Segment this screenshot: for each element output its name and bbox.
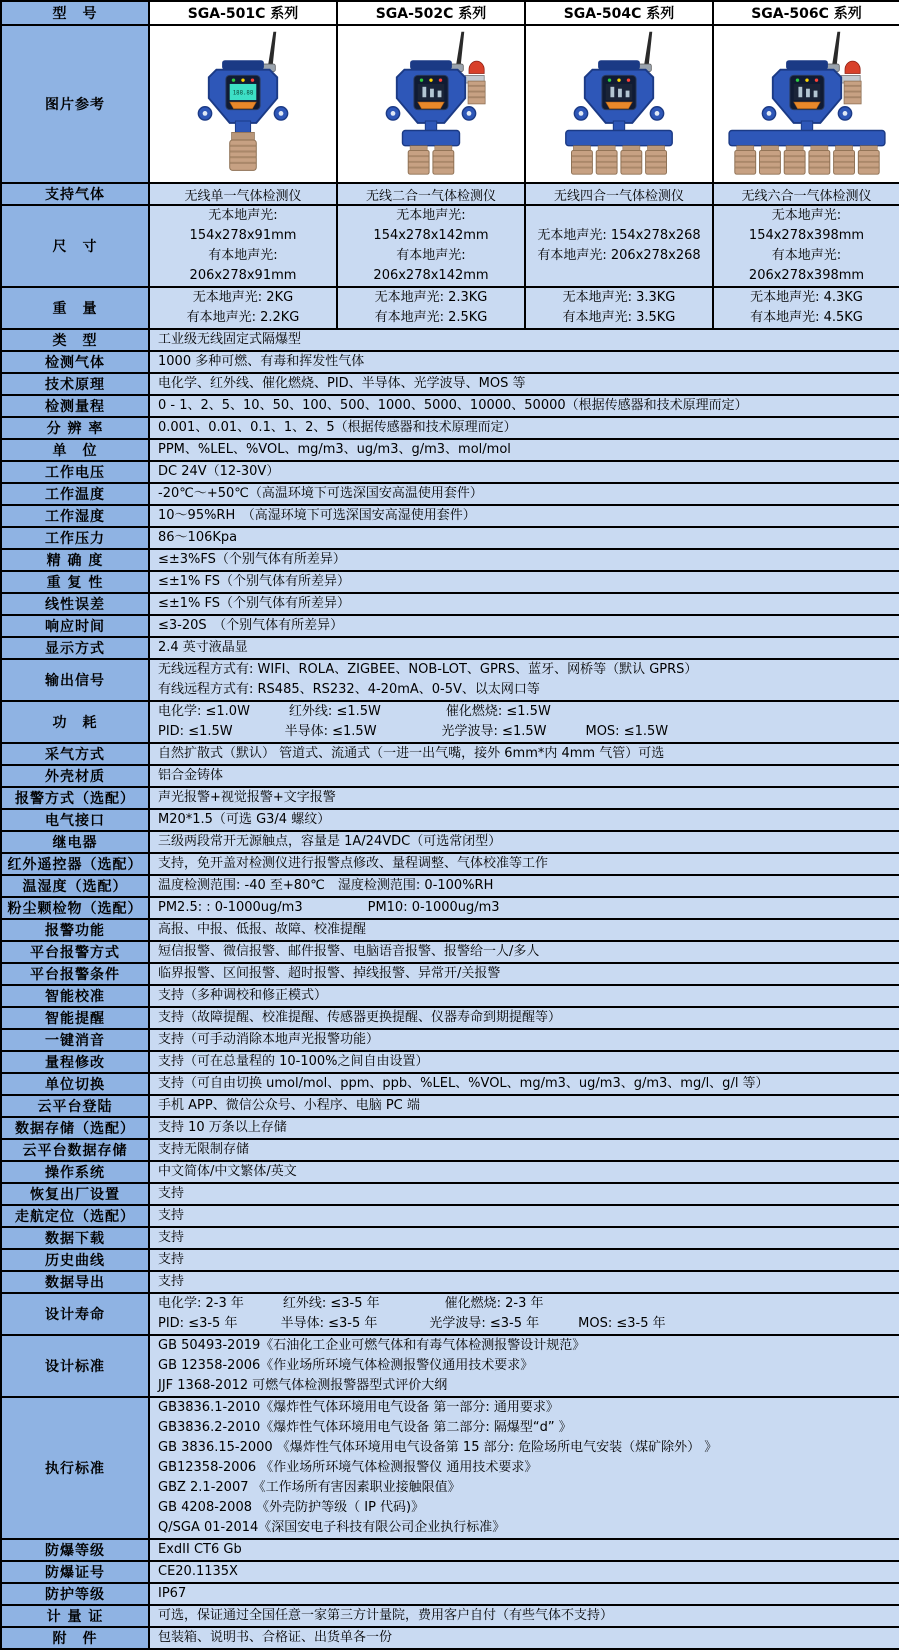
support-gas-value: 无线四合一气体检测仪 <box>525 183 713 205</box>
spec-row-value-line: 高报、中报、低报、故障、校准提醒 <box>158 922 367 937</box>
spec-row-label: 数据存储（选配） <box>1 1117 149 1139</box>
spec-row-value-line: 电化学、红外线、催化燃烧、PID、半导体、光学波导、MOS 等 <box>158 376 526 391</box>
spec-row <box>1 1335 899 1397</box>
spec-row-value-line: GB3836.2-2010《爆炸性气体环境用电气设备 第二部分: 隔爆型“d” 》 <box>158 1420 572 1435</box>
spec-row-value-line: GB12358-2006 《作业场所环境气体检测报警仪 通用技术要求》 <box>158 1460 538 1475</box>
spec-row <box>1 1183 899 1205</box>
spec-row-value <box>149 659 899 701</box>
spec-row-value <box>149 1561 899 1583</box>
spec-row-label: 工作压力 <box>1 527 149 549</box>
spec-row <box>1 787 899 809</box>
spec-row-value-line: 支持 <box>158 1274 185 1289</box>
spec-row-label: 量程修改 <box>1 1051 149 1073</box>
spec-row-value-line: ExdII CT6 Gb <box>158 1542 242 1557</box>
spec-row-label: 历史曲线 <box>1 1249 149 1271</box>
spec-row-value-line: 0 - 1、2、5、10、50、100、500、1000、5000、10000、50000（根据传感器和技术原理而定） <box>158 398 748 413</box>
support-gas-label: 支持气体 <box>1 183 149 205</box>
spec-row-label: 防爆等级 <box>1 1539 149 1561</box>
spec-row-value <box>149 439 899 461</box>
spec-row-value <box>149 1227 899 1249</box>
spec-row-value <box>149 593 899 615</box>
device-image-sga-506c <box>717 26 897 178</box>
spec-row <box>1 1029 899 1051</box>
spec-row-label: 检测量程 <box>1 395 149 417</box>
weight-line: 有本地声光: 4.5KG <box>750 310 863 325</box>
spec-row-value <box>149 875 899 897</box>
size-line: 有本地声光: 206x278x142mm <box>373 248 489 283</box>
spec-row-value-line: GBZ 2.1-2007 《工作场所有害因素职业接触限值》 <box>158 1480 461 1495</box>
spec-row-label: 采气方式 <box>1 743 149 765</box>
spec-row-value <box>149 743 899 765</box>
spec-row <box>1 831 899 853</box>
size-line: 有本地声光: 206x278x268 <box>537 248 701 263</box>
spec-row-label: 红外遥控器（选配） <box>1 853 149 875</box>
spec-row-label: 精 确 度 <box>1 549 149 571</box>
spec-row <box>1 373 899 395</box>
spec-row-value <box>149 527 899 549</box>
spec-row-value-line: JJF 1368-2012 可燃气体检测报警器型式评价大纲 <box>158 1378 448 1393</box>
spec-row-value-line: 临界报警、区间报警、超时报警、掉线报警、异常开/关报警 <box>158 966 501 981</box>
size-row <box>1 205 899 287</box>
spec-row <box>1 461 899 483</box>
spec-row-value-line: PM2.5: : 0-1000ug/m3 PM10: 0-1000ug/m3 <box>158 900 500 915</box>
spec-row <box>1 549 899 571</box>
spec-row-value-line: 可选，保证通过全国任意一家第三方计量院，费用客户自付（有些气体不支持） <box>158 1608 614 1623</box>
size-value <box>149 205 337 287</box>
spec-row-label: 报警功能 <box>1 919 149 941</box>
weight-value <box>525 287 713 329</box>
spec-row-value-line: 包装箱、说明书、合格证、出货单各一份 <box>158 1630 393 1645</box>
weight-line: 有本地声光: 2.2KG <box>186 310 300 325</box>
spec-row <box>1 1161 899 1183</box>
support-gas-value: 无线六合一气体检测仪 <box>713 183 899 205</box>
spec-row-value-line: 支持 <box>158 1230 185 1245</box>
spec-row-value <box>149 897 899 919</box>
spec-row-value <box>149 831 899 853</box>
spec-row <box>1 659 899 701</box>
model-name-sga-504c: SGA-504C 系列 <box>525 1 713 25</box>
spec-row-value <box>149 483 899 505</box>
spec-row-value-line: 有线远程方式有: RS485、RS232、4-20mA、0-5V、以太网口等 <box>158 682 540 697</box>
support-gas-row <box>1 183 899 205</box>
support-gas-value: 无线单一气体检测仪 <box>149 183 337 205</box>
spec-row-value-line: 电化学: ≤1.0W 红外线: ≤1.5W 催化燃烧: ≤1.5W <box>158 704 551 719</box>
spec-row-value-line: ≤±1% FS（个别气体有所差异） <box>158 574 351 589</box>
spec-row-value <box>149 1627 899 1649</box>
device-image-sga-501c <box>153 26 333 178</box>
spec-row <box>1 1293 899 1335</box>
spec-row <box>1 527 899 549</box>
size-line: 有本地声光: 206x278x91mm <box>189 248 297 283</box>
spec-row-value <box>149 1161 899 1183</box>
spec-row <box>1 701 899 743</box>
spec-row <box>1 593 899 615</box>
spec-row-value-line: M20*1.5（可选 G3/4 螺纹） <box>158 812 331 827</box>
spec-row-value-line: 支持（可在总量程的 10-100%之间自由设置） <box>158 1054 429 1069</box>
size-value <box>525 205 713 287</box>
spec-row <box>1 1271 899 1293</box>
spec-row <box>1 1627 899 1649</box>
spec-row-value <box>149 787 899 809</box>
spec-row-value <box>149 1183 899 1205</box>
spec-row-value-line: 支持（可自由切换 umol/mol、ppm、ppb、%LEL、%VOL、mg/m3、ug/m3、g/m3、mg/l、g/l 等） <box>158 1076 769 1091</box>
spec-row-value <box>149 615 899 637</box>
spec-row-value-line: 自然扩散式（默认） 管道式、流通式（一进一出气嘴，接外 6mm*内 4mm 气管）可选 <box>158 746 665 761</box>
model-name-sga-502c: SGA-502C 系列 <box>337 1 525 25</box>
spec-row-value <box>149 1205 899 1227</box>
spec-row <box>1 571 899 593</box>
spec-row-value-line: Q/SGA 01-2014《深国安电子科技有限公司企业执行标准》 <box>158 1520 506 1535</box>
spec-row-label: 技术原理 <box>1 373 149 395</box>
spec-row <box>1 505 899 527</box>
spec-row-value-line: 支持 <box>158 1252 185 1267</box>
size-value <box>713 205 899 287</box>
spec-row-value-line: 铝合金铸体 <box>158 768 224 783</box>
spec-row <box>1 483 899 505</box>
spec-row-value <box>149 417 899 439</box>
spec-row-value <box>149 351 899 373</box>
spec-row-value <box>149 1335 899 1397</box>
spec-row-label: 计 量 证 <box>1 1605 149 1627</box>
spec-row-label: 检测气体 <box>1 351 149 373</box>
spec-row-value-line: 10～95%RH （高湿环境下可选深国安高湿使用套件） <box>158 508 476 523</box>
spec-row-value <box>149 963 899 985</box>
image-row-label: 图片参考 <box>1 25 149 183</box>
spec-row <box>1 1205 899 1227</box>
spec-row <box>1 439 899 461</box>
image-row <box>1 25 899 183</box>
spec-row-value <box>149 1293 899 1335</box>
spec-row <box>1 351 899 373</box>
spec-row-label: 线性误差 <box>1 593 149 615</box>
spec-row-value <box>149 765 899 787</box>
spec-row-label: 设计寿命 <box>1 1293 149 1335</box>
weight-value <box>713 287 899 329</box>
spec-row-value <box>149 571 899 593</box>
weight-value <box>149 287 337 329</box>
spec-row-value-line: PID: ≤3-5 年 半导体: ≤3-5 年 光学波导: ≤3-5 年 MOS: ≤3-5 年 <box>158 1316 666 1331</box>
spec-row-value <box>149 941 899 963</box>
spec-row-label: 输出信号 <box>1 659 149 701</box>
spec-row-value <box>149 1539 899 1561</box>
size-line: 无本地声光: 154x278x142mm <box>373 208 489 243</box>
spec-row-value <box>149 701 899 743</box>
spec-row <box>1 615 899 637</box>
spec-row-value <box>149 1073 899 1095</box>
spec-row-value-line: GB 4208-2008 《外壳防护等级（ IP 代码)》 <box>158 1500 425 1515</box>
spec-row-value-line: 声光报警+视觉报警+文字报警 <box>158 790 336 805</box>
spec-row-value <box>149 1605 899 1627</box>
svg-text:188.88: 188.88 <box>232 90 254 97</box>
spec-row <box>1 743 899 765</box>
spec-row-value <box>149 1271 899 1293</box>
spec-row <box>1 985 899 1007</box>
spec-row-value-line: 支持（故障提醒、校准提醒、传感器更换提醒、仪器寿命到期提醒等） <box>158 1010 562 1025</box>
spec-row-value-line: PPM、%LEL、%VOL、mg/m3、ug/m3、g/m3、mol/mol <box>158 442 511 457</box>
spec-row-label: 工作湿度 <box>1 505 149 527</box>
device-image-sga-504c <box>529 26 709 178</box>
spec-row-value <box>149 549 899 571</box>
spec-row-value-line: 1000 多种可燃、有毒和挥发性气体 <box>158 354 365 369</box>
spec-row <box>1 329 899 351</box>
model-name-sga-501c: SGA-501C 系列 <box>149 1 337 25</box>
spec-row-label: 工作电压 <box>1 461 149 483</box>
spec-row-value-line: GB 50493-2019《石油化工企业可燃气体和有毒气体检测报警设计规范》 <box>158 1338 586 1353</box>
spec-row-value-line: IP67 <box>158 1586 187 1601</box>
spec-row <box>1 1249 899 1271</box>
spec-row-value <box>149 1397 899 1539</box>
spec-row <box>1 1561 899 1583</box>
size-line: 无本地声光: 154x278x91mm <box>189 208 297 243</box>
spec-row-label: 智能校准 <box>1 985 149 1007</box>
weight-row <box>1 287 899 329</box>
spec-row <box>1 1605 899 1627</box>
spec-row-label: 类 型 <box>1 329 149 351</box>
spec-row <box>1 417 899 439</box>
spec-row-value-line: 手机 APP、微信公众号、小程序、电脑 PC 端 <box>158 1098 420 1113</box>
spec-row <box>1 1539 899 1561</box>
spec-row-value-line: GB3836.1-2010《爆炸性气体环境用电气设备 第一部分: 通用要求》 <box>158 1400 559 1415</box>
spec-row-label: 单位切换 <box>1 1073 149 1095</box>
spec-row-value <box>149 1249 899 1271</box>
spec-row-value-line: CE20.1135X <box>158 1564 238 1579</box>
size-line: 无本地声光: 154x278x268 <box>537 228 701 243</box>
spec-row <box>1 963 899 985</box>
spec-row-label: 一键消音 <box>1 1029 149 1051</box>
spec-row-label: 显示方式 <box>1 637 149 659</box>
spec-row-label: 恢复出厂设置 <box>1 1183 149 1205</box>
spec-row-label: 执行标准 <box>1 1397 149 1539</box>
spec-row-value <box>149 1095 899 1117</box>
spec-row-label: 报警方式（选配） <box>1 787 149 809</box>
spec-row-value-line: 工业级无线固定式隔爆型 <box>158 332 302 347</box>
spec-row-label: 智能提醒 <box>1 1007 149 1029</box>
spec-row-label: 单 位 <box>1 439 149 461</box>
spec-row-label: 温湿度（选配） <box>1 875 149 897</box>
weight-line: 无本地声光: 4.3KG <box>750 290 863 305</box>
spec-row-value-line: 支持（可手动消除本地声光报警功能） <box>158 1032 380 1047</box>
weight-line: 有本地声光: 3.5KG <box>562 310 676 325</box>
spec-row-label: 设计标准 <box>1 1335 149 1397</box>
spec-row-value-line: 0.001、0.01、0.1、1、2、5（根据传感器和技术原理而定） <box>158 420 517 435</box>
spec-row-label: 粉尘颗检物（选配） <box>1 897 149 919</box>
spec-rows-body <box>1 329 899 1649</box>
weight-line: 无本地声光: 2KG <box>192 290 294 305</box>
spec-row-label: 防护等级 <box>1 1583 149 1605</box>
model-name-sga-506c: SGA-506C 系列 <box>713 1 899 25</box>
spec-row-value-line: 86～106Kpa <box>158 530 238 545</box>
spec-row-value <box>149 1051 899 1073</box>
spec-row-value-line: 支持 10 万条以上存储 <box>158 1120 287 1135</box>
spec-row <box>1 809 899 831</box>
spec-row-value-line: 支持无限制存储 <box>158 1142 250 1157</box>
spec-row <box>1 919 899 941</box>
spec-row <box>1 1397 899 1539</box>
size-label: 尺 寸 <box>1 205 149 287</box>
spec-row <box>1 1139 899 1161</box>
weight-line: 无本地声光: 2.3KG <box>374 290 488 305</box>
spec-row-label: 分 辨 率 <box>1 417 149 439</box>
spec-row <box>1 765 899 787</box>
spec-row-value-line: 支持（多种调校和修正模式） <box>158 988 328 1003</box>
weight-label: 重 量 <box>1 287 149 329</box>
spec-row-value-line: 中文简体/中文繁体/英文 <box>158 1164 297 1179</box>
spec-row-label: 云平台数据存储 <box>1 1139 149 1161</box>
spec-row-value-line: 支持 <box>158 1186 185 1201</box>
spec-row <box>1 637 899 659</box>
spec-row-label: 外壳材质 <box>1 765 149 787</box>
spec-row-value <box>149 637 899 659</box>
spec-row <box>1 897 899 919</box>
spec-row-value <box>149 1583 899 1605</box>
header-row <box>1 1 899 25</box>
spec-row-value <box>149 461 899 483</box>
spec-row-label: 响应时间 <box>1 615 149 637</box>
spec-row-value <box>149 1029 899 1051</box>
spec-row-label: 工作温度 <box>1 483 149 505</box>
spec-row <box>1 853 899 875</box>
spec-row-value-line: -20℃～+50℃（高温环境下可选深国安高温使用套件） <box>158 486 483 501</box>
spec-row <box>1 395 899 417</box>
model-header-label: 型 号 <box>1 1 149 25</box>
spec-row-value-line: 温度检测范围: -40 至+80℃ 湿度检测范围: 0-100%RH <box>158 878 494 893</box>
spec-row-value-line: 2.4 英寸液晶显 <box>158 640 248 655</box>
spec-row-value <box>149 1117 899 1139</box>
spec-row-label: 数据导出 <box>1 1271 149 1293</box>
spec-row-value-line: ≤3-20S （个别气体有所差异） <box>158 618 344 633</box>
spec-row-value <box>149 1139 899 1161</box>
spec-row-label: 功 耗 <box>1 701 149 743</box>
spec-row <box>1 1117 899 1139</box>
spec-row-label: 继电器 <box>1 831 149 853</box>
spec-row-label: 防爆证号 <box>1 1561 149 1583</box>
spec-row-label: 附 件 <box>1 1627 149 1649</box>
spec-row-label: 走航定位（选配） <box>1 1205 149 1227</box>
weight-line: 有本地声光: 2.5KG <box>374 310 488 325</box>
spec-row-label: 重 复 性 <box>1 571 149 593</box>
spec-row-label: 平台报警条件 <box>1 963 149 985</box>
size-line: 有本地声光: 206x278x398mm <box>748 248 865 283</box>
spec-row <box>1 941 899 963</box>
spec-row-value-line: 短信报警、微信报警、邮件报警、电脑语音报警、报警给一人/多人 <box>158 944 540 959</box>
spec-row-label: 操作系统 <box>1 1161 149 1183</box>
spec-row-value <box>149 985 899 1007</box>
spec-row-value <box>149 1007 899 1029</box>
spec-row-value <box>149 505 899 527</box>
spec-row-value-line: DC 24V（12-30V） <box>158 464 280 479</box>
device-image-sga-502c <box>341 26 521 178</box>
spec-row <box>1 1583 899 1605</box>
spec-row <box>1 1051 899 1073</box>
spec-row-value-line: 电化学: 2-3 年 红外线: ≤3-5 年 催化燃烧: 2-3 年 <box>158 1296 544 1311</box>
spec-row-value-line: 无线远程方式有: WIFI、ROLA、ZIGBEE、NOB-LOT、GPRS、蓝牙、网桥等（默认 GPRS） <box>158 662 698 677</box>
weight-value <box>337 287 525 329</box>
spec-row-value <box>149 373 899 395</box>
spec-row-value-line: 三级两段常开无源触点，容量是 1A/24VDC（可选常闭型） <box>158 834 502 849</box>
spec-row-value-line: ≤±3%FS（个别气体有所差异） <box>158 552 346 567</box>
support-gas-value: 无线二合一气体检测仪 <box>337 183 525 205</box>
spec-row <box>1 1007 899 1029</box>
spec-row <box>1 875 899 897</box>
spec-row-value-line: PID: ≤1.5W 半导体: ≤1.5W 光学波导: ≤1.5W MOS: ≤1.5W <box>158 724 669 739</box>
spec-row-label: 平台报警方式 <box>1 941 149 963</box>
spec-row <box>1 1227 899 1249</box>
spec-row-value-line: ≤±1% FS（个别气体有所差异） <box>158 596 351 611</box>
spec-row-value <box>149 853 899 875</box>
weight-line: 无本地声光: 3.3KG <box>562 290 676 305</box>
spec-row-label: 电气接口 <box>1 809 149 831</box>
size-line: 无本地声光: 154x278x398mm <box>748 208 865 243</box>
spec-row-value-line: 支持 <box>158 1208 185 1223</box>
spec-row <box>1 1073 899 1095</box>
spec-row-value <box>149 329 899 351</box>
spec-row-label: 数据下载 <box>1 1227 149 1249</box>
spec-row-value <box>149 809 899 831</box>
spec-row-value <box>149 395 899 417</box>
spec-row-value-line: GB 3836.15-2000 《爆炸性气体环境用电气设备第 15 部分: 危险场所电气安装（煤矿除外） 》 <box>158 1440 718 1455</box>
spec-row-value-line: 支持，免开盖对检测仪进行报警点修改、量程调整、气体校准等工作 <box>158 856 549 871</box>
spec-row-value-line: GB 12358-2006《作业场所环境气体检测报警仪通用技术要求》 <box>158 1358 534 1373</box>
spec-row <box>1 1095 899 1117</box>
size-value <box>337 205 525 287</box>
spec-row-value <box>149 919 899 941</box>
spec-row-label: 云平台登陆 <box>1 1095 149 1117</box>
